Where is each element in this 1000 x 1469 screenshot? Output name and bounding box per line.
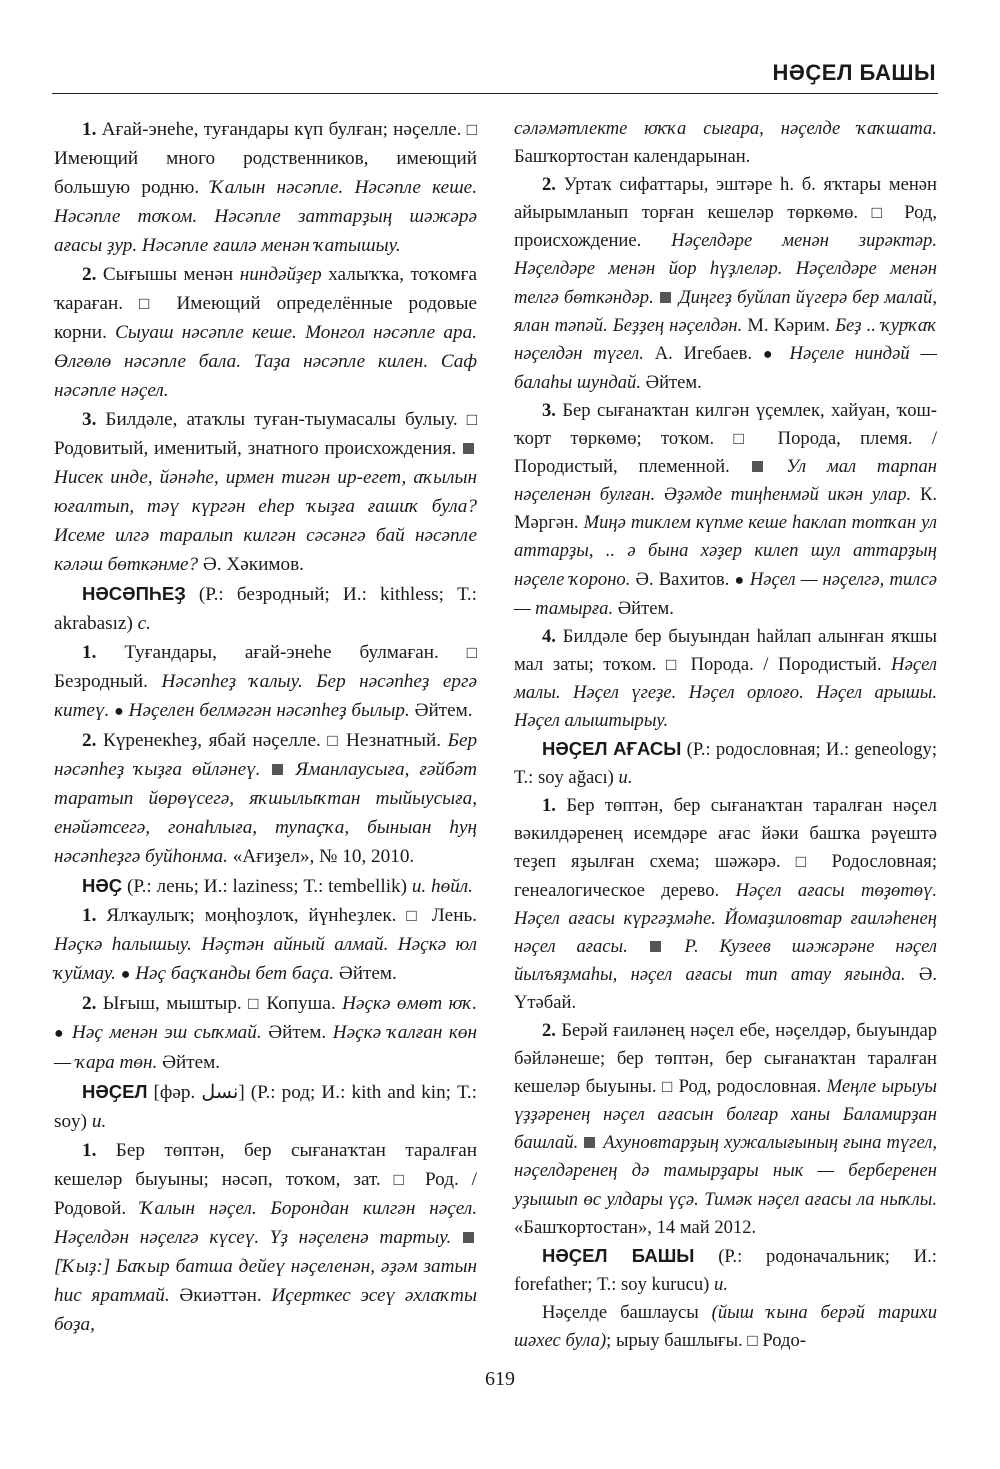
box-icon: □ — [665, 654, 682, 674]
sense-number: 2. — [82, 993, 97, 1014]
sense-number: 2. — [542, 1020, 556, 1041]
proverb-label: Әйтем. — [268, 1022, 327, 1043]
quote-source: К. Мәргән. — [514, 484, 937, 534]
box-icon: □ — [393, 1170, 413, 1189]
example: Нәҫелдәре менән зирәктәр. Нәҫелдәре менән йор һүҙлеләр. Нәҫелдәре менән телгә бөткәндәр. — [514, 230, 937, 308]
quote-source: Башҡортостан календарынан. — [514, 146, 751, 168]
headword: НӘҪЕЛ — [82, 1081, 148, 1102]
quote-source: А. Игебаев. — [654, 342, 753, 364]
quote-source: М. Кәрим. — [747, 314, 830, 336]
definition: Уртаҡ сифаттары, эштәре һ. б. яҡтары менән айырымланып торған кешеләр төркөмө. — [514, 174, 937, 224]
box-icon: □ — [466, 120, 478, 139]
proverb-label: Әйтем. — [617, 597, 674, 619]
definition: Сығышы менән — [102, 264, 234, 285]
proverb: Нәҫел — нәҫелгә, тилсә — тамырға. — [514, 568, 938, 619]
literary-quote: Ул мал тарпан нәҫеленән булған. Әҙәмде тиңһенмәй икән улар. — [514, 456, 937, 506]
sense-paragraph — [54, 260, 477, 405]
sense-paragraph — [54, 726, 477, 871]
entry-head — [514, 1242, 937, 1299]
definition: Ығыш, мыштыр. — [102, 993, 242, 1014]
translation: Лень. — [431, 905, 478, 926]
quote-square-icon — [463, 443, 474, 454]
definition: Нәҫелде башлаусы — [542, 1301, 699, 1323]
continued-paragraph — [514, 115, 937, 171]
translation: Родовитый, именитый, знатного происхождения. — [54, 438, 457, 459]
example: Нәҫел малы. Нәҫел үгеҙе. Нәҫел орлоғо. Нәҫел арышы. Нәҫел алыштырыу. — [514, 653, 937, 731]
definition: Туғандары, ағай-энеһе булмаған. — [124, 642, 439, 663]
sense-number: 1. — [542, 795, 556, 817]
quote-square-icon — [650, 941, 661, 952]
definition: Бер сығанаҡтан килгән үҫемлек, хайуан, ҡош-ҡорт төркөмө; тоҡом. — [514, 399, 937, 450]
sense-number: 3. — [542, 399, 556, 421]
definition: Билдәле бер быуындан һайлап алынған яҡшы мал заты; тоҡом. — [514, 625, 937, 675]
literary-quote: Беҙ .. ҡурҡаҡ нәҫелдән түгел. — [514, 314, 938, 364]
entry-head — [54, 1077, 477, 1136]
sense-number: 2. — [82, 264, 97, 285]
equivalents: (Р.: безродный; И.: kithless; Т.: akrabasız) — [54, 584, 478, 634]
bullet-icon: ● — [54, 1025, 66, 1042]
sense-number: 2. — [82, 730, 97, 751]
sense-paragraph — [54, 901, 477, 989]
example: Бер нәсәпһеҙ ҡыҙға өйләнеү. — [54, 730, 478, 780]
equivalents: (Р.: родословная; И.: geneology; Т.: soy ağacı) — [514, 739, 937, 789]
sense-number: 1. — [82, 1140, 97, 1161]
part-of-speech: и. — [91, 1111, 107, 1132]
sense-paragraph — [54, 638, 477, 726]
definition: Бер төптән, бер сығанаҡтан таралған нәҫел вәкилдәренең исемдәре ағас йәки башҡа рәүештә теҙеп яҙылған схема; шәжәрә. — [514, 795, 937, 873]
proverb-label: Әйтем. — [414, 700, 473, 721]
definition: халыҡҡа, тоҡомға ҡараған. — [54, 264, 477, 314]
sense-paragraph — [54, 1136, 477, 1339]
quote-source: Ә. Хәкимов. — [202, 554, 304, 575]
definition: Күренекһеҙ, ябай нәҫелле. — [102, 730, 321, 751]
sense-number: 1. — [82, 119, 97, 140]
page-number: 619 — [485, 1368, 515, 1390]
sense-paragraph — [514, 623, 937, 735]
box-icon: □ — [406, 906, 422, 925]
quote-source: «Ағиҙел», № 10, 2010. — [232, 846, 415, 867]
translation: Порода, племя. / Породистый, племенной. — [514, 428, 937, 478]
sense-number: 1. — [82, 642, 97, 663]
running-head: НӘҪЕЛ БАШЫ — [772, 60, 936, 85]
sense-paragraph — [514, 1017, 937, 1242]
proverb: Нәҫелен белмәгән нәсәпһеҙ былыр. — [128, 700, 410, 721]
proverb-label: Әйтем. — [162, 1052, 221, 1073]
definition: ; ырыу башлығы. — [606, 1330, 743, 1352]
literary-quote: Ахуновтарҙың хужалығының ғына түгел, нәҫелдәренең дә тамырҙары нык — берберенен уҙышып өс улдары үҫә. Тимәк нәҫел ағасы ла ныҡлы. — [514, 1132, 937, 1210]
translation: Безродный. — [54, 671, 148, 692]
bullet-icon: ● — [762, 345, 779, 363]
box-icon: □ — [795, 852, 817, 872]
quote-square-icon — [463, 1232, 474, 1243]
sense-number: 2. — [542, 174, 556, 196]
headword: НӘСӘПҺЕҘ — [82, 583, 186, 604]
box-icon: □ — [733, 429, 759, 449]
part-of-speech: и. — [618, 767, 633, 789]
bullet-icon: ● — [114, 703, 124, 720]
sense-paragraph — [514, 1299, 937, 1355]
entry-head — [54, 579, 477, 638]
translation: Род, происхождение. — [514, 202, 937, 252]
quote-square-icon — [584, 1137, 595, 1148]
sense-paragraph — [514, 171, 937, 397]
proverb-label: Әйтем. — [645, 371, 702, 393]
definition: Бер төптән, бер сығанаҡтан таралған кешеләр быуыны; нәсәп, тоҡом, зат. — [54, 1140, 477, 1190]
example: Нәҫкә һалышыу. Нәҫтән айный алмай. Нәҫкә юл ҡуймау. — [54, 934, 477, 984]
sense-paragraph — [514, 397, 937, 623]
definition: Берәй ғаиләнең нәҫел ебе, нәҫелдәр, быуындар бәйләнеше; бер төптән, бер сығанаҡтан таралған кешеләр быуыны. — [514, 1020, 937, 1098]
proverb: Нәҫ баҫҡанды бет баҫа. — [135, 963, 335, 984]
definition-italic: (йыш ҡына берәй тарихи шәхес була) — [514, 1301, 937, 1352]
translation: Имеющий много родственников, имеющий большую родню. — [54, 148, 477, 198]
example: Сыуаш нәсәпле кеше. Монгол нәсәпле ара. Өлгөлө нәсәпле бала. Таҙа нәсәпле килен. Саф нәсәпле нәҫел. — [54, 322, 477, 401]
bullet-icon: ● — [120, 966, 131, 983]
part-of-speech: с. — [137, 613, 151, 634]
quote-source: Ә. Үтәбай. — [514, 963, 937, 1013]
quote-source: «Башҡортостан», 14 май 2012. — [514, 1216, 757, 1238]
box-icon: □ — [466, 643, 478, 662]
proverb: Нәҫкә ҡалған көн — ҡара төн. — [54, 1022, 478, 1073]
equivalents: (Р.: род; И.: kith and kin; Т.: soy) — [54, 1082, 477, 1132]
translation: Незнатный. — [345, 730, 442, 751]
box-icon: □ — [662, 1077, 674, 1097]
equivalents: (Р.: родоначальник; И.: forefather; Т.: soy kurucu) — [514, 1245, 937, 1295]
literary-quote: Нисек инде, йәнәһе, ирмен тигән ир-егет, аҡылын юғалтып, тәү күргән еһер ҡыҙға ғашиҡ була? Исеме илгә таралып килгән сәсәнгә бай нәсәпле кәләш бөткәнме? — [54, 467, 477, 575]
entry-head — [54, 871, 477, 901]
sense-paragraph — [54, 115, 477, 260]
literary-quote: сәләмәтлекте юҡҡа сығара, нәҫелде ҡаҡшата. — [514, 118, 937, 139]
sense-paragraph — [54, 405, 477, 579]
etymology: [фәр. نسل] — [153, 1082, 245, 1103]
headword: НӘҪ — [82, 875, 123, 896]
literary-quote: Иҫерткес эсеү әхлаҡты боҙа, — [54, 1285, 478, 1335]
sense-number: 1. — [82, 905, 97, 926]
example: Нәҫел ағасы төҙөтөү. Нәҫел ағасы күргәҙмәһе. Йомаҙиловтар ғаиләһенең нәҫел ағасы. — [514, 879, 937, 957]
literary-quote: Диңгеҙ буйлап йүгерә бер малай, ялан тәпәй. Беҙҙең нәҫелдән. — [514, 286, 937, 336]
box-icon: □ — [871, 203, 891, 223]
example: Нәҫкә өмөт юҡ. — [342, 993, 478, 1014]
quote-source: Ә. Вахитов. — [635, 568, 730, 590]
definition-italic: ниндәйҙер — [239, 264, 322, 285]
example: Нәсәпһеҙ ҡалыу. Бер нәсәпһеҙ ергә китеү. — [54, 671, 478, 721]
literary-quote: Яманлаусыға, ғәйбәт таратып йөрөүсегә, яҡшылыҡтан тыйыусыға, енәйәтсегә, гонаһлыға, тупаҫҡа, быныан һуң нәсәпһеҙгә буйһонма. — [54, 759, 478, 867]
box-icon: □ — [466, 410, 478, 429]
entry-head — [514, 735, 937, 792]
definition: Ағай-энеһе, туғандары күп булған; нәҫелле. — [101, 119, 462, 140]
example: Ҡалын нәсәпле. Нәсәпле кеше. Нәсәпле тоҡом. Нәсәпле заттарҙың шәжәрә ағасы ҙур. Нәсәпле ғаилә менән ҡатышыу. — [54, 177, 477, 256]
translation: Род. / Родовой. — [54, 1169, 478, 1219]
quote-square-icon — [660, 292, 671, 303]
translation: Имеющий определённые родовые корни. — [54, 293, 478, 343]
sense-number: 4. — [542, 625, 556, 647]
example: Ҡалын нәҫел. Борондан килгән нәҫел. Нәҫелдән нәҫелгә күсеү. Үҙ нәҫеленә тартыу. — [54, 1198, 478, 1248]
literary-quote: [Ҡыҙ:] Баҡыр батша дейеү нәҫеленән, әҙәм затын һис яратмай. — [54, 1256, 477, 1306]
bullet-icon: ● — [734, 571, 745, 589]
box-icon: □ — [248, 994, 260, 1013]
proverb: Нәҫеле ниндәй — балаһы шундай. — [514, 342, 937, 393]
quote-square-icon — [272, 764, 283, 775]
definition: Билдәле, атаҡлы туған-тыумасалы булыу. — [105, 409, 458, 430]
headword: НӘҪЕЛ БАШЫ — [542, 1244, 695, 1266]
translation: Порода. / Породистый. — [690, 653, 882, 675]
box-icon: □ — [327, 731, 340, 750]
part-of-speech: и. һөйл. — [411, 876, 473, 897]
proverb: Нәҫ менән эш сыҡмай. — [71, 1022, 262, 1043]
quote-square-icon — [752, 461, 763, 472]
quote-source: Әкиәттән. — [179, 1285, 262, 1306]
proverb-label: Әйтем. — [338, 963, 397, 984]
translation: Род, родословная. — [678, 1076, 822, 1098]
literary-quote: Р. Кузеев шәжәрәне нәҫел йылъяҙмаһы, нәҫел ағасы тип атау яғында. — [514, 935, 938, 985]
literary-quote: Миңә тиклем күпме кеше һаклап тотҡан ул аттарҙы, .. ә бына хәҙер килеп шул аттарҙың нәҫеле ҡороно. — [514, 512, 938, 590]
part-of-speech: и. — [714, 1273, 728, 1295]
sense-paragraph — [54, 989, 477, 1077]
translation: Копуша. — [266, 993, 336, 1014]
sense-number: 3. — [82, 409, 97, 430]
translation: Родословная; генеалогическое дерево. — [514, 851, 937, 901]
equivalents: (Р.: лень; И.: laziness; Т.: tembellik) — [126, 876, 408, 897]
translation: Родо- — [762, 1330, 806, 1352]
right-column — [514, 115, 937, 1355]
example: Меңле ырыуы үҙҙәренең нәҫел ағасын болғар ханы Баламирҙан башлай. — [514, 1076, 937, 1154]
headword: НӘҪЕЛ АҒАСЫ — [542, 738, 682, 760]
box-icon: □ — [139, 294, 161, 313]
definition: Ялҡаулыҡ; моңһоҙлоҡ, йүнһеҙлек. — [106, 905, 397, 926]
left-column — [54, 115, 477, 1339]
sense-paragraph — [514, 792, 937, 1017]
box-icon: □ — [747, 1331, 758, 1351]
header-rule — [52, 93, 938, 94]
